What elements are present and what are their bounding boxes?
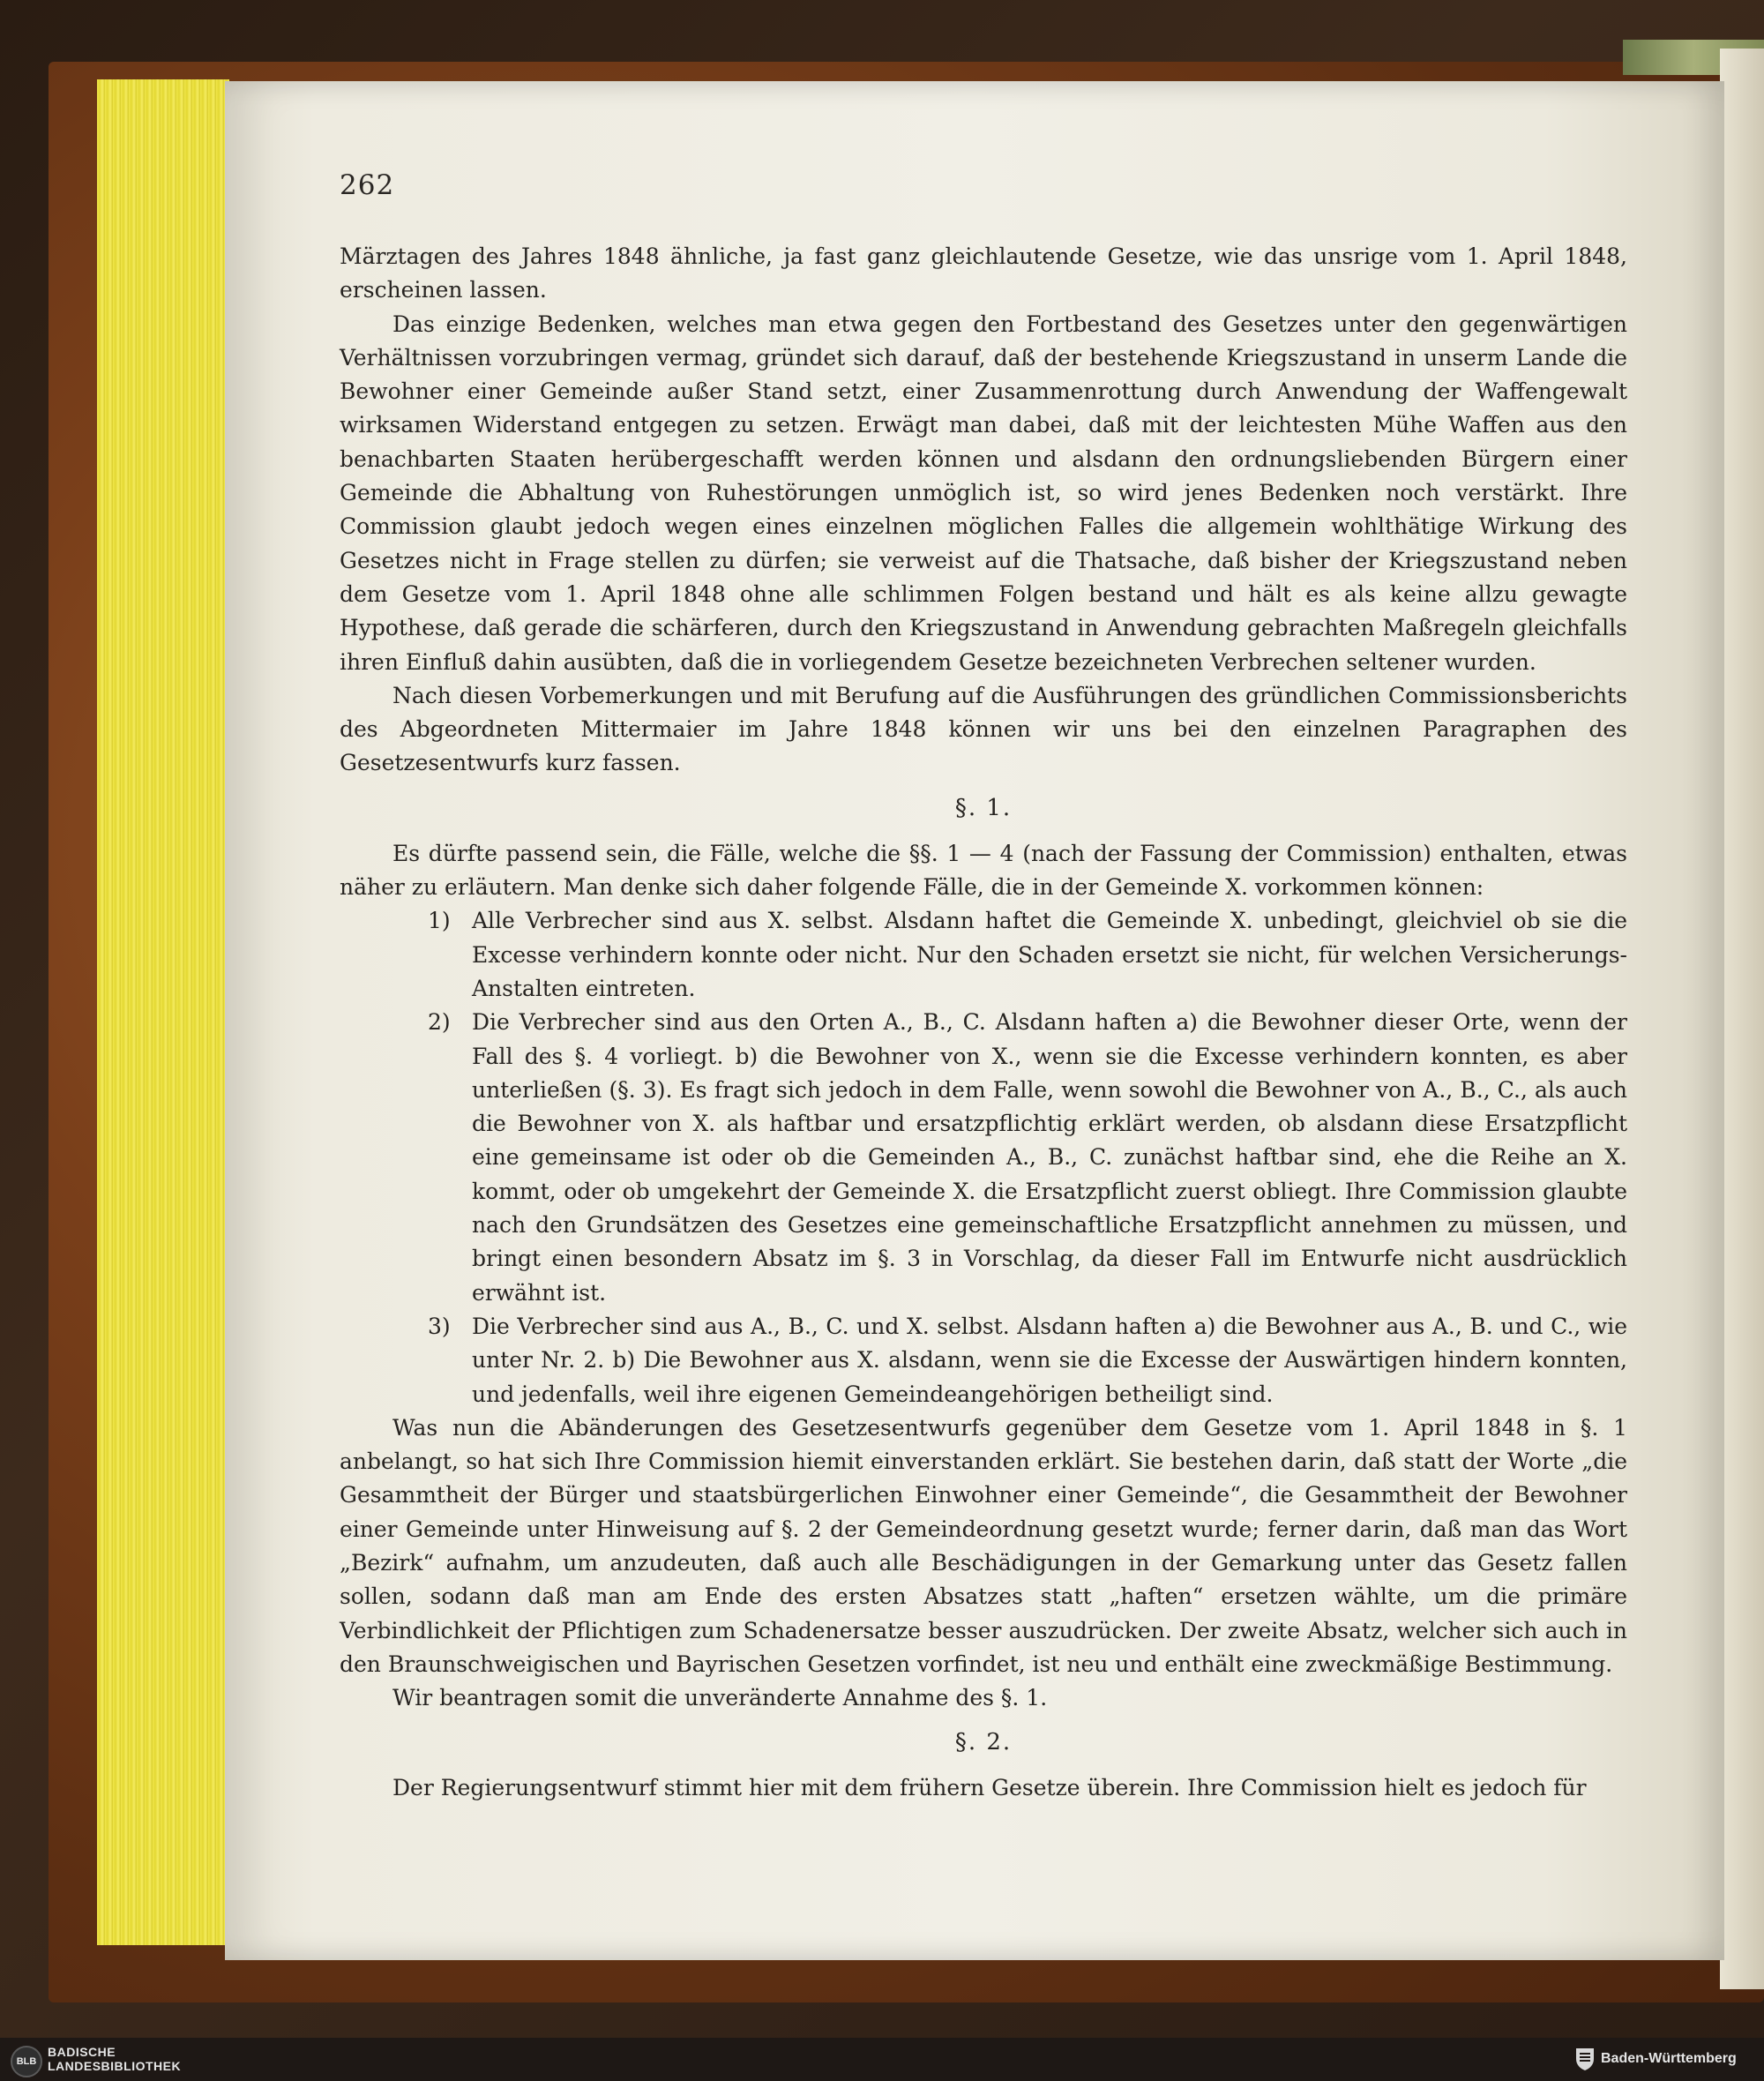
- list-item: [340, 1006, 1627, 1310]
- facing-page-edge: [1720, 49, 1764, 1989]
- paragraph: Nach diesen Vorbemerkungen und mit Berufung auf die Ausführungen des gründlichen Commissionsberichts des Abgeordneten Mittermaier im Jahre 1848 können wir uns bei den einzelnen Paragraphen des Gesetzesentwurfs kurz fassen.: [340, 682, 1627, 776]
- page-edges: [97, 79, 229, 1945]
- paragraph: Es dürfte passend sein, die Fälle, welche die §§. 1 — 4 (nach der Fassung der Commission) enthalten, etwas näher zu erläutern. Man denke sich daher folgende Fälle, die in der Gemeinde X. vorkommen können:: [340, 840, 1627, 901]
- blb-logo-icon[interactable]: BLB: [11, 2046, 42, 2077]
- coat-of-arms-icon[interactable]: [1574, 2047, 1596, 2071]
- library-name-line2: LANDESBIBLIOTHEK: [48, 2059, 182, 2073]
- paragraph: Was nun die Abänderungen des Gesetzesentwurfs gegenüber dem Gesetze vom 1. April 1848 in §. 1 anbelangt, so hat sich Ihre Commission hiemit einverstanden erklärt. Sie bestehen darin, daß statt der Worte „die Gesammtheit der Bürger und staatsbürgerlichen Einwohner einer Gemeinde“, die Gesammtheit der Bewohner einer Gemeinde unter Hinweisung auf §. 2 der Gemeindeordnung gesetzt wurde; ferner darin, daß man das Wort „Bezirk“ aufnahm, um anzudeuten, daß auch alle Beschädigungen in der Gemarkung unter das Gesetz fallen sollen, sodann daß man am Ende des ersten Absatzes statt „haften“ ersetzen wählte, um die primäre Verbindlichkeit der Pflichtigen zum Schadenersatze besser auszudrücken. Der zweite Absatz, welcher sich auch in den Braunschweigischen und Bayrischen Gesetzen vorfindet, ist neu und enthält eine zweckmäßige Bestimmung.: [340, 1414, 1627, 1677]
- page-text: [340, 240, 1627, 1806]
- state-label[interactable]: Baden-Württemberg: [1601, 2051, 1737, 2066]
- section-heading-2: §. 2.: [954, 1729, 1013, 1756]
- viewer-footer-bar: [0, 2038, 1764, 2081]
- list-item-text: Die Verbrecher sind aus den Orten A., B., C. Alsdann haften a) die Bewohner dieser Orte, wenn der Fall des §. 4 vorliegt. b) die Bewohner von X., wenn sie die Excesse verhindern konnten, es aber unterließen (§. 3). Es fragt sich jedoch in dem Falle, wenn sowohl die Bewohner von A., B., C., als auch die Bewohner von X. als haftbar und ersatzpflichtig erklärt werden, ob alsdann diese Ersatzpflicht eine gemeinsame ist oder ob die Gemeinden A., B., C. zunächst haftbar sind, ehe die Reihe an X. kommt, oder ob umgekehrt der Gemeinde X. die Ersatzpflicht zuerst obliegt. Ihre Commission glaubte nach den Grundsätzen des Gesetzes eine gemeinschaftliche Ersatzpflicht annehmen zu müssen, und bringt einen besondern Absatz im §. 3 in Vorschlag, da dieser Fall im Entwurfe nicht ausdrücklich erwähnt ist.: [472, 1009, 1627, 1306]
- library-name-line1: BADISCHE: [48, 2045, 116, 2059]
- library-name[interactable]: [48, 2045, 181, 2073]
- list-item-number: 2): [428, 1009, 451, 1036]
- paragraph: Der Regierungsentwurf stimmt hier mit dem frühern Gesetze überein. Ihre Commission hielt es jedoch für: [392, 1775, 1587, 1801]
- list-item-text: Alle Verbrecher sind aus X. selbst. Alsdann haftet die Gemeinde X. unbedingt, gleichviel ob sie die Excesse verhindern konnte oder nicht. Nur den Schaden ersetzt sie nicht, für welchen Versicherungs-Anstalten eintreten.: [472, 908, 1627, 1001]
- list-item-number: 1): [428, 908, 451, 934]
- list-item: [340, 904, 1627, 1006]
- page-number: 262: [340, 169, 395, 201]
- paragraph: Wir beantragen somit die unveränderte Annahme des §. 1.: [392, 1685, 1048, 1711]
- list-item-number: 3): [428, 1313, 451, 1339]
- list-item: [340, 1310, 1627, 1411]
- list-item-text: Die Verbrecher sind aus A., B., C. und X. selbst. Alsdann haften a) die Bewohner aus A., B. und C., wie unter Nr. 2. b) Die Bewohner aus X. alsdann, wenn sie die Excesse der Auswärtigen hindern konnten, und jedenfalls, weil ihre eigenen Gemeindeangehörigen betheiligt sind.: [472, 1313, 1627, 1407]
- section-heading-1: §. 1.: [954, 794, 1013, 821]
- book-page: [225, 81, 1724, 1960]
- paragraph: Märztagen des Jahres 1848 ähnliche, ja fast ganz gleichlautende Gesetze, wie das unsrige vom 1. April 1848, erscheinen lassen.: [340, 243, 1627, 303]
- paragraph: Das einzige Bedenken, welches man etwa gegen den Fortbestand des Gesetzes unter den gegenwärtigen Verhältnissen vorzubringen vermag, gründet sich darauf, daß der bestehende Kriegszustand in unserm Lande die Bewohner einer Gemeinde außer Stand setzt, einer Zusammenrottung durch Anwendung der Waffengewalt wirksamen Widerstand entgegen zu setzen. Erwägt man dabei, daß mit der leichtesten Mühe Waffen aus den benachbarten Staaten herübergeschafft werden können und alsdann den ordnungsliebenden Bürgern einer Gemeinde die Abhaltung von Ruhestörungen unmöglich ist, so wird jenes Bedenken noch verstärkt. Ihre Commission glaubt jedoch wegen eines einzelnen möglichen Falles die allgemein wohlthätige Wirkung des Gesetzes nicht in Frage stellen zu dürfen; sie verweist auf die Thatsache, daß bisher der Kriegszustand neben dem Gesetze vom 1. April 1848 ohne alle schlimmen Folgen bestand und hält es als keine allzu gewagte Hypothese, daß gerade die schärferen, durch den Kriegszustand in Anwendung gebrachten Maßregeln gleichfalls ihren Einfluß dahin ausübten, daß die in vorliegendem Gesetze bezeichneten Verbrechen seltener wurden.: [340, 311, 1627, 675]
